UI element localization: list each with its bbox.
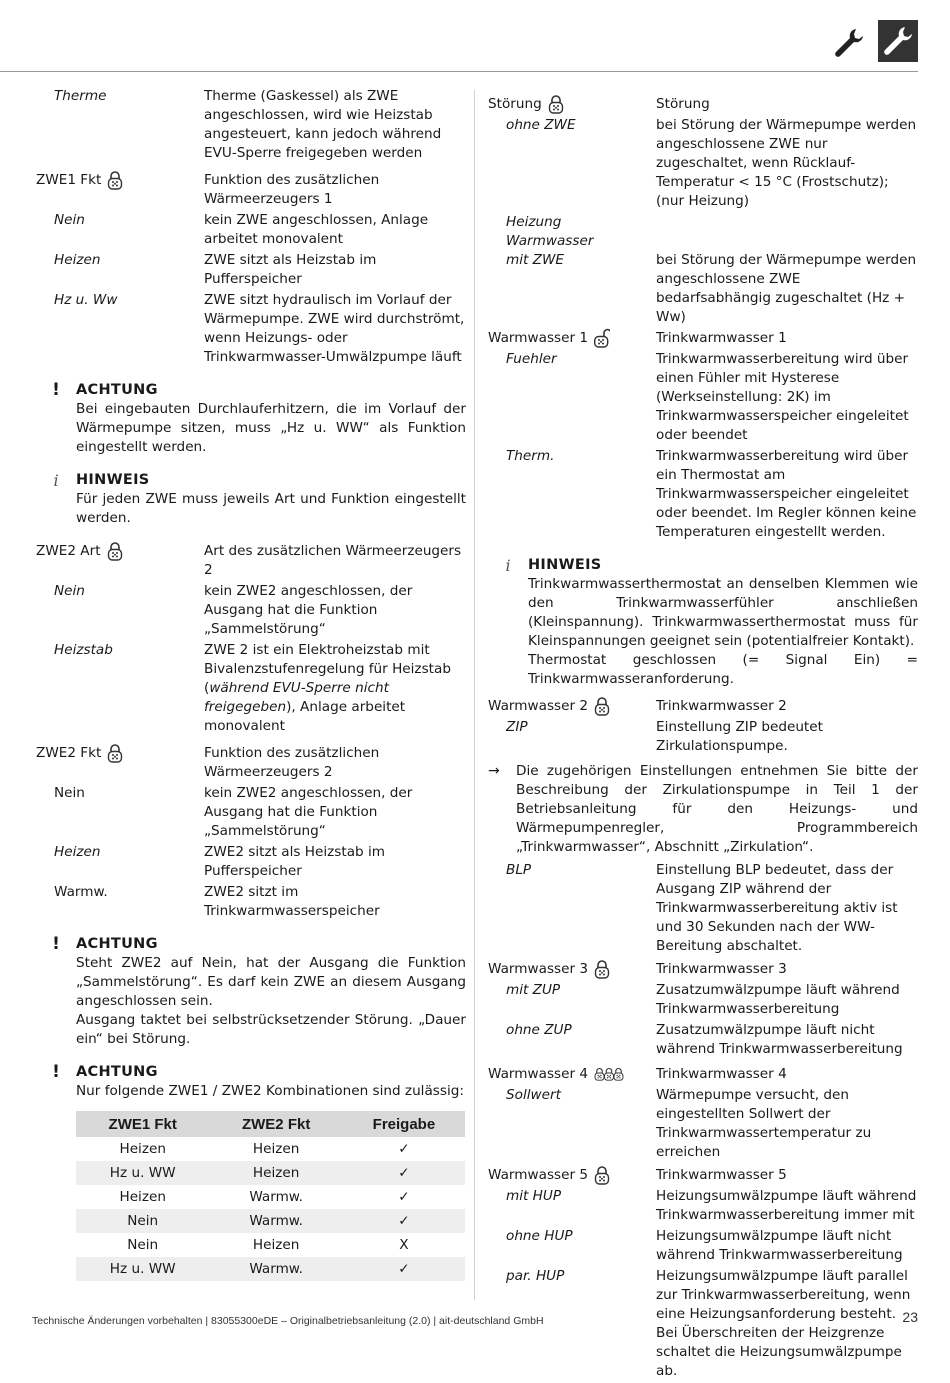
table-cell: Hz u. WW — [76, 1257, 209, 1281]
wrench-boxed-icon — [878, 20, 918, 62]
notice-text: Trinkwarmwasserthermostat an denselben Klemmen wie den Trinkwarmwasserfühler anschließen (Kleinspannung). Trinkwarmwasserthermostat muss für Kleinspannungen geeignet sein (potentialfreier Kontakt). — [528, 576, 918, 649]
achtung-notice — [36, 381, 466, 457]
term: Sollwert — [506, 1087, 561, 1103]
def-row — [36, 883, 466, 921]
table-cell: Heizen — [209, 1161, 342, 1185]
table-cell: ✓ — [398, 1140, 410, 1157]
term: Therm. — [506, 448, 555, 464]
description: Trinkwarmwasser 1 — [656, 330, 787, 346]
description: Trinkwarmwasserbereitung wird über ein Thermostat am Trinkwarmwasserspeicher eingeleitet oder beendet. Im Regler können keine Temperaturen eingestellt werden. — [656, 448, 917, 540]
def-row — [488, 1065, 918, 1084]
description: ZWE2 sitzt im Trinkwarmwasserspeicher — [204, 884, 380, 919]
def-row — [36, 291, 466, 367]
def-row — [488, 329, 918, 348]
notice-text: Nur folgende ZWE1 / ZWE2 Kombinationen sind zulässig: — [76, 1083, 464, 1099]
term: par. HUP — [506, 1268, 565, 1284]
table-row — [76, 1209, 465, 1233]
description: Trinkwarmwasser 2 — [656, 698, 787, 714]
info-icon: i — [53, 471, 59, 490]
description: Zusatzumwälzpumpe läuft während Trinkwarmwasserbereitung — [656, 982, 900, 1017]
description: Funktion des zusätzlichen Wärmeerzeugers 1 — [204, 172, 380, 207]
term: mit ZUP — [506, 982, 561, 998]
description: Störung — [656, 96, 710, 112]
def-row — [36, 784, 466, 841]
term: mit ZWE — [506, 252, 565, 268]
description: ZWE sitzt hydraulisch im Vorlauf der Wärmepumpe. ZWE wird durchströmt, wenn Heizungs- oder Trinkwarmwasser-Umwälzpumpe läuft — [204, 292, 465, 365]
term-label: Warmwasser 5 — [488, 1167, 589, 1183]
def-row — [488, 447, 918, 542]
description: Heizungsumwälzpumpe läuft parallel zur Trinkwarmwasserbereitung, wenn eine Heizungsanforderung besteht. Bei Überschreiten der Heizgrenze schaltet die Heizungsumwälzpumpe ab. — [656, 1268, 911, 1379]
description-emphasis: während EVU-Sperre nicht freigegeben — [204, 680, 389, 715]
def-row — [488, 1267, 918, 1381]
table-row — [76, 1137, 465, 1161]
def-row — [488, 232, 918, 251]
lock-closed-icon — [107, 541, 123, 561]
description: bei Störung der Wärmepumpe werden angeschlossene ZWE bedarfsabhängig zugeschaltet (Hz + Ww) — [656, 252, 917, 325]
def-row — [488, 350, 918, 445]
lock-closed-icon — [107, 743, 123, 763]
notice-text: Steht ZWE2 auf Nein, hat der Ausgang die Funktion „Sammelstörung“. Es darf kein ZWE an diesem Ausgang angeschlossen sein. — [76, 955, 466, 1009]
lock-closed-icon — [594, 696, 610, 716]
def-row — [488, 861, 918, 956]
def-row — [488, 718, 918, 756]
def-row — [488, 1086, 918, 1162]
notice-text: Bei eingebauten Durchlauferhitzern, die im Vorlauf der Wärmepumpe sitzen, muss „Hz u. WW“ als Funktion eingestellt werden. — [76, 401, 466, 455]
table-row — [76, 1161, 465, 1185]
description: Trinkwarmwasser 4 — [656, 1066, 787, 1082]
term-label: ZWE2 Fkt — [36, 745, 102, 761]
table-cell: Heizen — [119, 1140, 166, 1157]
def-row — [488, 960, 918, 979]
notice-title: ACHTUNG — [76, 1064, 158, 1080]
description: kein ZWE angeschlossen, Anlage arbeitet monovalent — [204, 212, 429, 247]
term: Nein — [54, 785, 85, 801]
table-cell: ✓ — [398, 1188, 410, 1205]
hinweis-notice — [488, 556, 918, 689]
right-column — [488, 95, 918, 1383]
description: Wärmepumpe versucht, den eingestellten Sollwert der Trinkwarmwassertemperatur zu erreichen — [656, 1087, 872, 1160]
def-row — [488, 1021, 918, 1059]
term: Warmw. — [54, 884, 108, 900]
description: Funktion des zusätzlichen Wärmeerzeugers 2 — [204, 745, 380, 780]
lock-open-icon — [594, 328, 610, 348]
term-label: Warmwasser 2 — [488, 698, 589, 714]
def-row — [488, 116, 918, 211]
warning-exclamation-icon: ! — [52, 1062, 60, 1082]
description-part: ZWE 2 ist ein Elektroheizstab mit Bivalenzstufenregelung für Heizstab ( — [204, 642, 451, 696]
def-row — [488, 1166, 918, 1185]
page-number: 23 — [902, 1309, 918, 1325]
description: Zusatzumwälzpumpe läuft nicht während Trinkwarmwasserbereitung — [656, 1022, 903, 1057]
def-row — [488, 1187, 918, 1225]
def-row — [36, 251, 466, 289]
table-cell: ✓ — [343, 1209, 465, 1233]
header-rule — [0, 71, 918, 72]
lock-triple-icon — [594, 1064, 624, 1084]
left-column — [36, 87, 466, 1281]
term: Heizstab — [54, 642, 113, 658]
warning-exclamation-icon: ! — [52, 934, 60, 954]
table-cell: ✓ — [343, 1161, 465, 1185]
term — [36, 542, 204, 580]
term: Warmwasser — [506, 233, 594, 249]
lock-closed-icon — [107, 170, 123, 190]
description: ZWE2 sitzt als Heizstab im Pufferspeicher — [204, 844, 386, 879]
term: mit HUP — [506, 1188, 562, 1204]
term: Heizen — [54, 844, 101, 860]
notice-text: Ausgang taktet bei selbstrücksetzender Störung. „Dauer ein“ bei Störung. — [76, 1012, 466, 1047]
term: Therme — [54, 88, 107, 104]
term: Nein — [54, 212, 85, 228]
description-part: ), Anlage arbeitet monovalent — [204, 699, 406, 734]
term: BLP — [506, 862, 532, 878]
def-row — [36, 211, 466, 249]
def-row — [36, 542, 466, 580]
table-cell: Warmw. — [209, 1209, 342, 1233]
term-label: ZWE2 Art — [36, 543, 101, 559]
description: Therme (Gaskessel) als ZWE angeschlossen, wird wie Heizstab angesteuert, kann jedoch während EVU-Sperre freigegeben werden — [204, 88, 442, 161]
table-row — [76, 1233, 465, 1257]
term — [488, 697, 656, 716]
combination-table — [76, 1111, 465, 1281]
def-row — [488, 213, 918, 232]
description: Trinkwarmwasserbereitung wird über einen Fühler mit Hysterese (Werkseinstellung: 2K) im Trinkwarmwasserspeicher eingeleitet oder beendet — [656, 351, 909, 443]
arrow-right-icon: → — [488, 763, 500, 779]
def-row — [36, 171, 466, 209]
table-cell: Heizen — [252, 1140, 300, 1157]
def-row — [488, 1227, 918, 1265]
table-cell: Nein — [76, 1209, 209, 1233]
description: Trinkwarmwasser 5 — [656, 1167, 787, 1183]
term-label: Warmwasser 1 — [488, 330, 589, 346]
warning-exclamation-icon: ! — [52, 380, 60, 400]
table-cell: Heizen — [252, 1236, 300, 1253]
footer-text: Technische Änderungen vorbehalten | 83055300eDE – Originalbetriebsanleitung (2.0) | ait-deutschland GmbH — [32, 1315, 544, 1327]
table-cell: Warmw. — [249, 1188, 303, 1205]
def-row — [488, 251, 918, 327]
notice-title: ACHTUNG — [76, 382, 158, 398]
term: ohne ZWE — [506, 117, 576, 133]
table-cell: Hz u. WW — [76, 1161, 209, 1185]
cross-reference-text: Die zugehörigen Einstellungen entnehmen Sie bitte der Beschreibung der Zirkulationspumpe in Teil 1 der Betriebsanleitung für den Heizungs- und Wärmepumpenregler, Programmbereich „Trinkwarmwasser“, Abschnitt „Zirkulation“. — [516, 763, 918, 855]
term — [488, 1065, 656, 1084]
table-row — [76, 1257, 465, 1281]
table-cell: Nein — [127, 1236, 159, 1253]
term: Heizung — [506, 214, 562, 230]
notice-text: Thermostat geschlossen (= Signal Ein) = Trinkwarmwasseranforderung. — [528, 652, 918, 687]
notice-title: HINWEIS — [76, 472, 150, 488]
term: Hz u. Ww — [54, 292, 118, 308]
description: kein ZWE2 angeschlossen, der Ausgang hat die Funktion „Sammelstörung“ — [204, 583, 413, 637]
def-row — [488, 697, 918, 716]
def-row — [488, 981, 918, 1019]
term — [488, 95, 656, 114]
notice-text: Für jeden ZWE muss jeweils Art und Funktion eingestellt werden. — [76, 491, 466, 526]
column-header: ZWE2 Fkt — [209, 1111, 342, 1137]
term-label: ZWE1 Fkt — [36, 172, 102, 188]
lock-closed-icon — [548, 94, 564, 114]
table-cell: Heizen — [119, 1188, 166, 1205]
info-icon: i — [505, 556, 511, 575]
lock-closed-icon — [594, 1165, 610, 1185]
term — [36, 171, 204, 209]
table-cell: ✓ — [343, 1257, 465, 1281]
def-row — [36, 582, 466, 639]
hinweis-notice — [36, 471, 466, 528]
cross-reference — [488, 762, 918, 857]
column-header: Freigabe — [343, 1111, 465, 1137]
def-row — [36, 843, 466, 881]
term — [488, 1166, 656, 1185]
def-row — [36, 744, 466, 782]
description: kein ZWE2 angeschlossen, der Ausgang hat die Funktion „Sammelstörung“ — [204, 785, 413, 839]
term: Nein — [54, 583, 85, 599]
term: Heizen — [54, 252, 101, 268]
term — [36, 744, 204, 782]
achtung-notice — [36, 935, 466, 1049]
term-label: Warmwasser 3 — [488, 961, 589, 977]
term: Fuehler — [506, 351, 557, 367]
def-row — [36, 641, 466, 736]
table-header-row — [76, 1111, 465, 1137]
wrench-icon — [832, 26, 866, 60]
table-cell: Warmw. — [209, 1257, 342, 1281]
term — [488, 329, 656, 348]
description: Einstellung ZIP bedeutet Zirkulationspumpe. — [656, 719, 823, 754]
notice-title: HINWEIS — [528, 557, 602, 573]
def-row — [488, 95, 918, 114]
description: bei Störung der Wärmepumpe werden angeschlossene ZWE nur zugeschaltet, wenn Rücklauf-Temperatur < 15 °C (Frostschutz); (nur Heizung) — [656, 117, 917, 209]
description: Heizungsumwälzpumpe läuft nicht während Trinkwarmwasserbereitung — [656, 1228, 903, 1263]
term — [488, 960, 656, 979]
description: Trinkwarmwasser 3 — [656, 961, 787, 977]
description: Heizungsumwälzpumpe läuft während Trinkwarmwasserbereitung immer mit — [656, 1188, 917, 1223]
term-label: Störung — [488, 96, 542, 112]
term: ohne HUP — [506, 1228, 573, 1244]
column-divider — [474, 90, 475, 1300]
lock-closed-icon — [594, 959, 610, 979]
term-label: Warmwasser 4 — [488, 1066, 589, 1082]
description: Einstellung BLP bedeutet, dass der Ausgang ZIP während der Trinkwarmwasserbereitung aktiv ist und 30 Sekunden nach der WW-Bereitung abschaltet. — [656, 862, 898, 954]
achtung-notice — [36, 1063, 466, 1101]
description: ZWE sitzt als Heizstab im Pufferspeicher — [204, 252, 377, 287]
description — [204, 641, 466, 736]
description: Art des zusätzlichen Wärmeerzeugers 2 — [204, 543, 462, 578]
notice-title: ACHTUNG — [76, 936, 158, 952]
table-cell: X — [399, 1236, 409, 1253]
table-row — [76, 1185, 465, 1209]
column-header: ZWE1 Fkt — [76, 1111, 209, 1137]
term: ohne ZUP — [506, 1022, 572, 1038]
term: ZIP — [506, 719, 528, 735]
def-row — [36, 87, 466, 163]
